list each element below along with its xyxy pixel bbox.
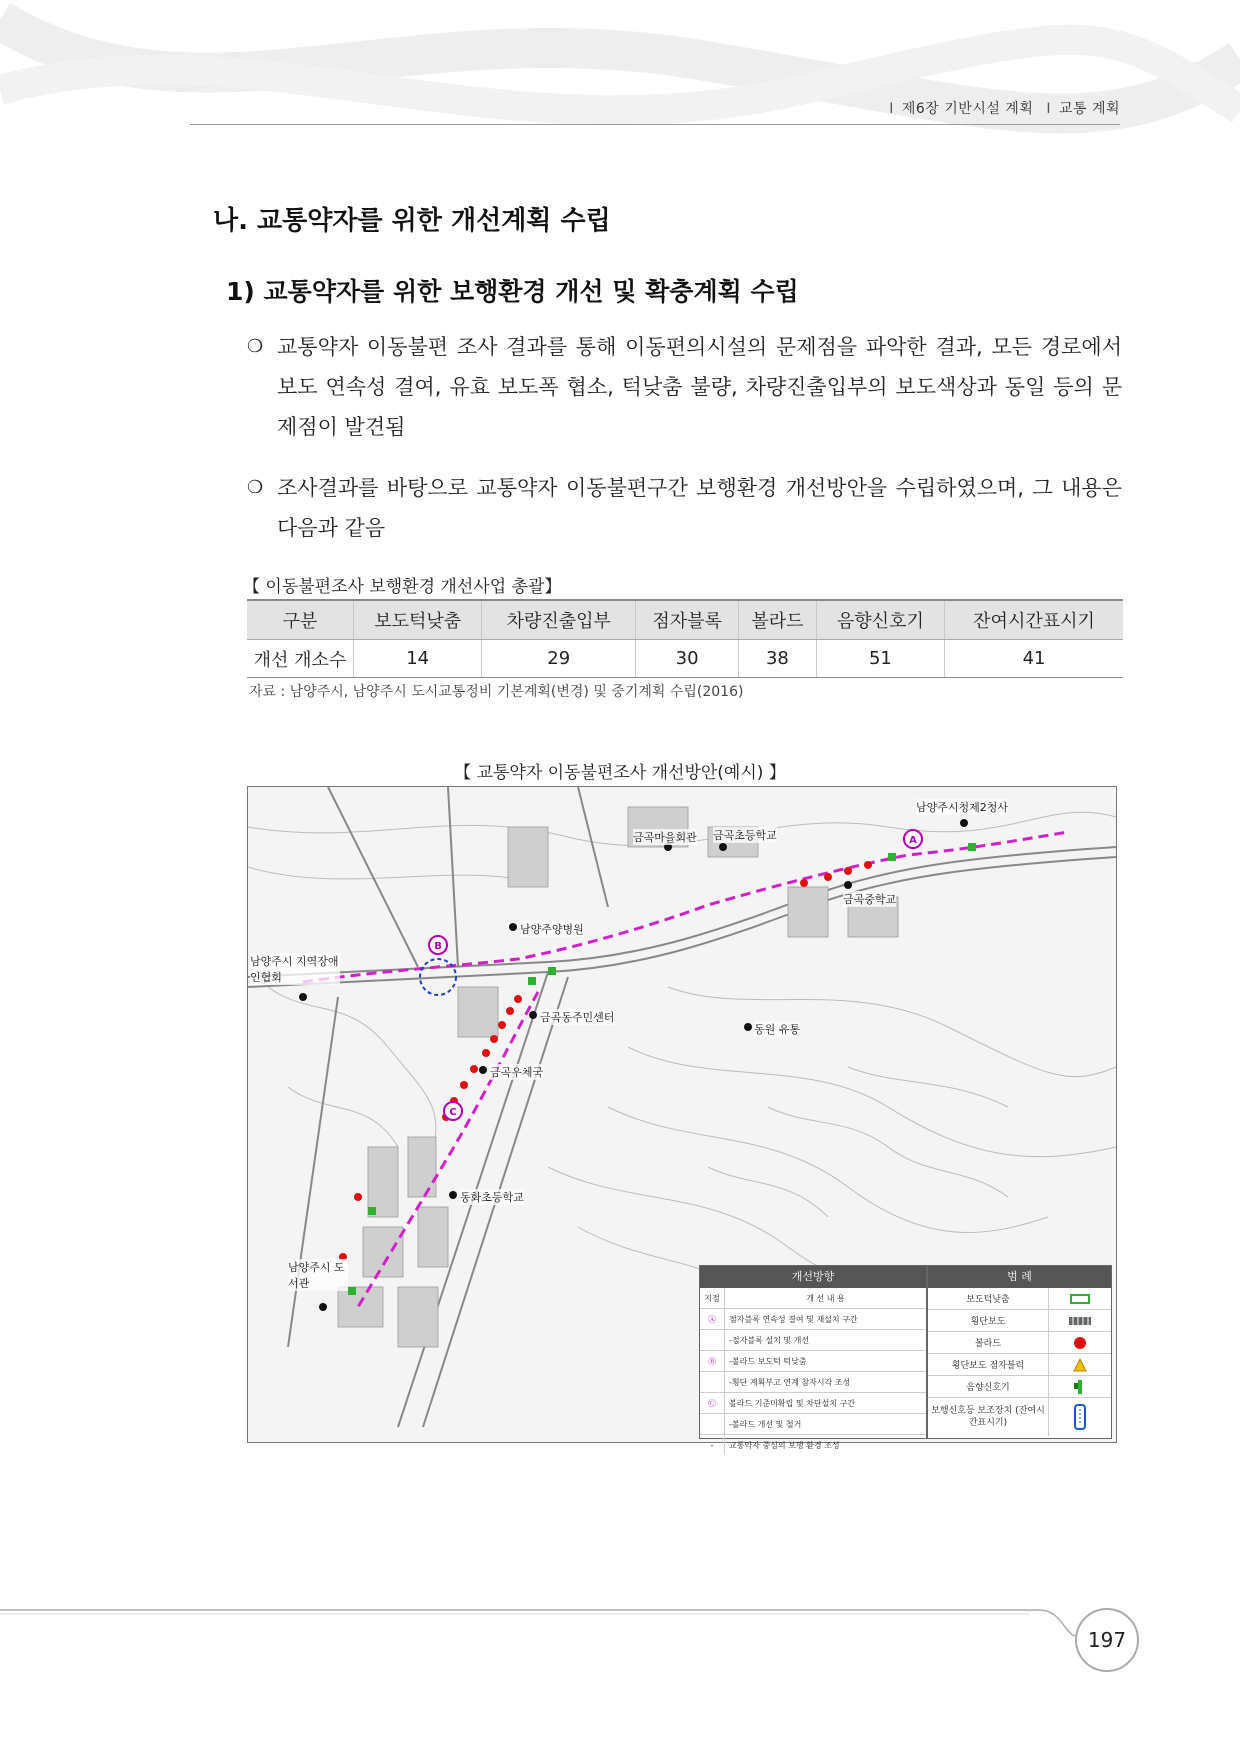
map-label-city-hall: 남양주시청제2청사 (916, 801, 1009, 814)
paragraph-text: 교통약자 이동불편 조사 결과를 통해 이동편의시설의 문제점을 파악한 결과, 모든 경로에서 보도 연속성 결여, 유효 보도폭 협소, 턱낮춤 불량, 차량진출입부의 보도색상과 동일 등의 문제점이 발견됨 (277, 335, 1122, 439)
legend-point: Ⓐ (700, 1309, 725, 1329)
legend-name: 음향신호기 (928, 1376, 1049, 1397)
table-header: 점자블록 (636, 600, 739, 640)
table-caption: 【 이동불편조사 보행환경 개선사업 총괄】 (243, 577, 562, 597)
table-cell: 38 (739, 640, 817, 678)
map-label-welfare: 남양주시 지역장애인협회 (250, 955, 339, 984)
map-label-office: 금곡우체국 (490, 1066, 544, 1079)
legend-content: 볼라드 기준미확립 및 차단설치 구간 (729, 1398, 856, 1408)
subsection-heading: 1) 교통약자를 위한 보행환경 개선 및 확충계획 수립 (226, 277, 799, 306)
legend-row (700, 1414, 926, 1435)
header-section: 교통 계획 (1058, 101, 1120, 117)
improvement-legend (699, 1265, 927, 1450)
legend-row (700, 1393, 926, 1414)
legend-row (928, 1288, 1111, 1310)
symbol-legend (927, 1265, 1112, 1439)
map-label-elementary: 동화초등학교 (460, 1191, 524, 1204)
legend-name: 횡단보도 (928, 1310, 1049, 1331)
table-cell: 개선 개소수 (247, 640, 354, 678)
crosswalk-icon (1049, 1317, 1111, 1325)
legend-row (700, 1372, 926, 1393)
legend-content: -횡단 계획부고 연계 참자시각 조성 (729, 1377, 851, 1387)
red-dot-icon (1049, 1336, 1111, 1350)
circle-bullet-icon: ❍ (247, 336, 264, 357)
legend-col-point: 지점 (700, 1288, 725, 1308)
table-header: 보도턱낮춤 (354, 600, 482, 640)
map-label-school-a: 금곡초등학교 (713, 829, 777, 842)
legend-row (700, 1351, 926, 1372)
map-label-market: 동원 유통 (754, 1023, 801, 1036)
marker-c-label: C (449, 1107, 457, 1118)
header-rule (190, 124, 1120, 125)
table-header-row (247, 600, 1123, 640)
paragraph-2 (247, 468, 1122, 548)
map-figure (247, 786, 1117, 1450)
table-header: 차량진출입부 (482, 600, 636, 640)
page-number: 197 (1075, 1608, 1139, 1672)
legend-row (700, 1309, 926, 1330)
legend-row (928, 1332, 1111, 1354)
legend-content: -점자블록 설치 및 개선 (729, 1335, 810, 1345)
figure-caption: 【 교통약자 이동불편조사 개선방안(예시) 】 (454, 763, 786, 783)
map-label-library: 금곡마을회관 (633, 831, 697, 844)
circle-bullet-icon: ❍ (247, 477, 264, 498)
legend-name: 횡단보도 점자블럭 (928, 1354, 1049, 1375)
table-cell: 14 (354, 640, 482, 678)
legend-point: - (700, 1435, 725, 1455)
marker-a-label: A (909, 835, 917, 846)
header-chapter: 제6장 기반시설 계획 (901, 101, 1034, 117)
legend-title: 개선방향 (700, 1266, 926, 1288)
legend-point (700, 1330, 725, 1350)
legend-title: 범 례 (928, 1266, 1111, 1288)
legend-row (700, 1435, 926, 1455)
map-label-center: 금곡동주민센터 (540, 1011, 615, 1024)
legend-row (928, 1398, 1111, 1436)
paragraph-text: 조사결과를 바탕으로 교통약자 이동불편구간 보행환경 개선방안을 수립하였으며, 그 내용은 다음과 같음 (277, 476, 1122, 540)
footer-decoration (0, 1608, 1240, 1638)
legend-row (928, 1354, 1111, 1376)
legend-col-content: 개 선 내 용 (806, 1293, 845, 1303)
table-cell: 41 (945, 640, 1123, 678)
green-rect-icon (1049, 1294, 1111, 1304)
section-heading: 나. 교통약자를 위한 개선계획 수립 (213, 206, 611, 236)
legend-row (700, 1330, 926, 1351)
table-cell: 30 (636, 640, 739, 678)
table-header: 볼라드 (739, 600, 817, 640)
legend-row (928, 1310, 1111, 1332)
table-header: 구분 (247, 600, 354, 640)
table-source: 자료 : 남양주시, 남양주시 도시교통정비 기본계획(변경) 및 중기계획 수립(2016) (249, 684, 744, 700)
legend-content: -볼라드 개선 및 철거 (729, 1419, 802, 1429)
table-header: 음향신호기 (816, 600, 944, 640)
map-label-school-b: 금곡중학교 (843, 893, 897, 906)
paragraph-1 (247, 327, 1122, 447)
legend-name: 보도턱낮춤 (928, 1288, 1049, 1309)
legend-point: Ⓑ (700, 1351, 725, 1371)
table-header: 잔여시간표시기 (945, 600, 1123, 640)
legend-content: 교통약자 중심의 보행 환경 조성 (729, 1440, 840, 1450)
legend-point: Ⓒ (700, 1393, 725, 1413)
table-cell: 29 (482, 640, 636, 678)
running-header: I 제6장 기반시설 계획 I 교통 계획 (889, 101, 1120, 117)
summary-table (247, 599, 1123, 678)
legend-point (700, 1414, 725, 1434)
map-label-hospital: 남양주양병원 (520, 923, 584, 936)
table-cell: 51 (816, 640, 944, 678)
legend-header-row (700, 1288, 926, 1309)
header-decoration (0, 0, 1240, 180)
map-label-bottom-left: 남양주시 도서관 (288, 1259, 348, 1291)
legend-name: 보행신호등 보조장치 (잔여시간표시기) (928, 1398, 1049, 1436)
legend-name: 볼라드 (928, 1332, 1049, 1353)
green-signal-icon (1049, 1379, 1111, 1395)
legend-content: 점자블록 연속성 결여 및 재설치 구간 (729, 1314, 858, 1324)
legend-row (928, 1376, 1111, 1398)
blue-signal-icon (1049, 1404, 1111, 1430)
table-row (247, 640, 1123, 678)
legend-point (700, 1372, 725, 1392)
legend-content: -볼라드 보도턱 턱낮춤 (729, 1356, 807, 1366)
yellow-triangle-icon (1049, 1358, 1111, 1372)
marker-b-label: B (434, 941, 442, 952)
